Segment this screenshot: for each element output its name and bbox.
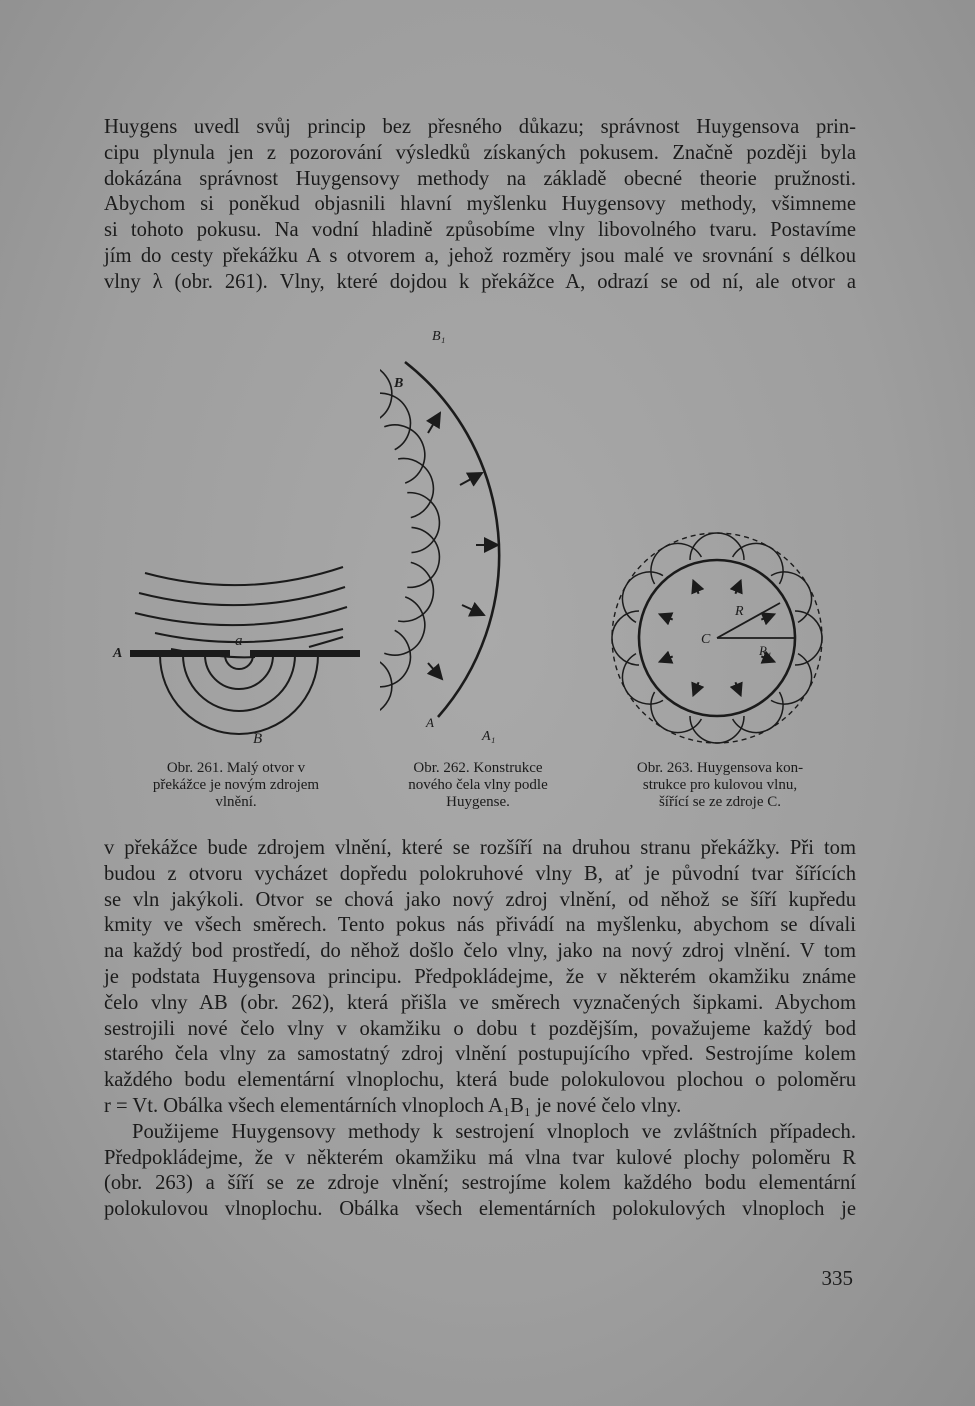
wavelet-arc — [380, 364, 392, 418]
wavelet-arc — [407, 493, 439, 553]
label-A: A — [113, 646, 123, 661]
caption-line: Obr. 261. Malý otvor v — [166, 760, 306, 776]
caption-line: Obr. 262. Konstrukce — [413, 760, 543, 776]
direction-arrow — [660, 656, 673, 661]
direction-arrow — [693, 682, 698, 695]
label-B1: B₁ — [432, 329, 446, 344]
wavelet-arc — [384, 425, 424, 483]
direction-arrow — [761, 614, 774, 619]
caption-263 — [604, 760, 836, 811]
page-number: 335 — [821, 1266, 853, 1290]
label-C: C — [701, 632, 711, 647]
text-line: sestrojili nové čelo vlny v okamžiku o dobu t pozdějším, považujeme každý bod — [104, 1017, 856, 1040]
direction-arrow — [660, 614, 673, 619]
label-a: a — [235, 633, 243, 649]
text-line: čelo vlny AB (obr. 262), která přišla ve směrech vyznačených šipkami. Abychom — [104, 991, 856, 1014]
wavelet-arc — [690, 533, 744, 560]
caption-line: Huygense. — [446, 794, 510, 810]
text-line: dokázána správnost Huygensovy methody na základě obecné theorie pružnosti. — [104, 167, 856, 190]
caption-line: překážce je novým zdrojem — [152, 777, 320, 793]
text-line: starého čela vlny za samostatný zdroj vlnění postupujícího vpřed. Sestrojíme kolem — [104, 1043, 856, 1066]
figure-261 — [105, 545, 375, 750]
direction-arrow — [693, 581, 698, 594]
text-line: se vln jakýkoli. Otvor se chová jako nový zdroj vlnění, od něhož se šíří kupředu — [104, 888, 856, 911]
wavelet-arc — [380, 662, 392, 716]
caption-line: šířící se ze zdroje C. — [658, 794, 782, 810]
paragraph-top — [104, 115, 856, 296]
caption-line: nového čela vlny podle — [408, 777, 548, 793]
text-line: Předpokládejme, že v některém okamžiku má vlna tvar kulové plochy poloměru R — [104, 1146, 856, 1169]
text-line: polokulovou vlnoplochu. Obálka všech elementárních polokulových vlnoploch je — [104, 1198, 856, 1221]
caption-line: strukce pro kulovou vlnu, — [642, 777, 798, 793]
wavelet-arc — [690, 716, 744, 743]
text-line: kmity ve všech směrech. Tento pokus nás přivádí na myšlenku, abychom se dívali — [104, 914, 856, 937]
wavelet-arc — [384, 597, 424, 655]
text-line: Abychom si poněkud objasnili hlavní myšlenku Huygensovy methody, všimneme — [104, 193, 856, 216]
caption-line: vlnění. — [215, 794, 257, 810]
text-line: vlny λ (obr. 261). Vlny, které dojdou k překážce A, odrazí se od ní, ale otvor a — [104, 270, 856, 293]
text-line: si tohoto pokusu. Na vodní hladině způsobíme vlny libovolného tvaru. Postavíme — [104, 219, 856, 242]
wavelet-arc — [612, 611, 639, 665]
direction-arrow — [735, 682, 740, 695]
label-R1: R₁ — [759, 643, 772, 658]
text-line: v překážce bude zdrojem vlnění, které se rozšíří na druhou stranu překážky. Při tom — [104, 837, 856, 859]
label-B: B — [394, 376, 404, 391]
text-line: (obr. 263) a šíří se ze zdroje vlnění; sestrojíme kolem každého bodu elementární — [104, 1172, 856, 1195]
wavelet-arc — [380, 630, 410, 686]
text-line: každého bodu elementární vlnoplochu, která bude polokulovou plochou o poloměru — [104, 1069, 856, 1092]
wavelet-arc — [380, 393, 410, 449]
figure-262 — [380, 315, 600, 760]
label-B: B — [253, 731, 263, 747]
wavelet-arc — [398, 562, 433, 621]
caption-line: Obr. 263. Huygensova kon- — [636, 760, 804, 776]
text-line: r = Vt. Obálka všech elementárních vlnoploch A₁B₁ je nové čelo vlny. — [104, 1094, 682, 1117]
wavelet-arc — [398, 459, 433, 518]
direction-arrow — [735, 581, 740, 594]
text-line: jím do cesty překážku A s otvorem a, jehož rozměry jsou malé ve srovnání s délkou — [104, 244, 856, 267]
text-line: Huygens uvedl svůj princip bez přesného důkazu; správnost Huygensova prin- — [104, 116, 856, 138]
wavelet-arc — [407, 527, 439, 587]
caption-261 — [118, 760, 354, 811]
wavelet-arc — [795, 611, 822, 665]
caption-262 — [372, 760, 584, 811]
paragraph-bottom — [104, 836, 856, 1223]
label-R: R — [735, 604, 744, 619]
text-line: budou z otvoru vycházet dopředu polokruhové vlny B, ať je původní tvar šířících — [104, 862, 856, 885]
text-line: na každý bod prostředí, do něhož došlo čelo vlny, jako na nový zdroj vlnění. V tom — [104, 940, 856, 963]
text-line: cipu plynula jen z pozorování výsledků získaných pokusem. Značně později byla — [104, 141, 856, 164]
text-line: Použijeme Huygensovy methody k sestrojení vlnoploch ve zvláštních případech. — [132, 1120, 856, 1143]
text-line: je podstata Huygensova principu. Předpokládejme, že v některém okamžiku známe — [104, 965, 856, 988]
figure-263 — [605, 525, 835, 755]
label-A: A — [426, 715, 434, 730]
label-A1: A₁ — [482, 729, 496, 744]
